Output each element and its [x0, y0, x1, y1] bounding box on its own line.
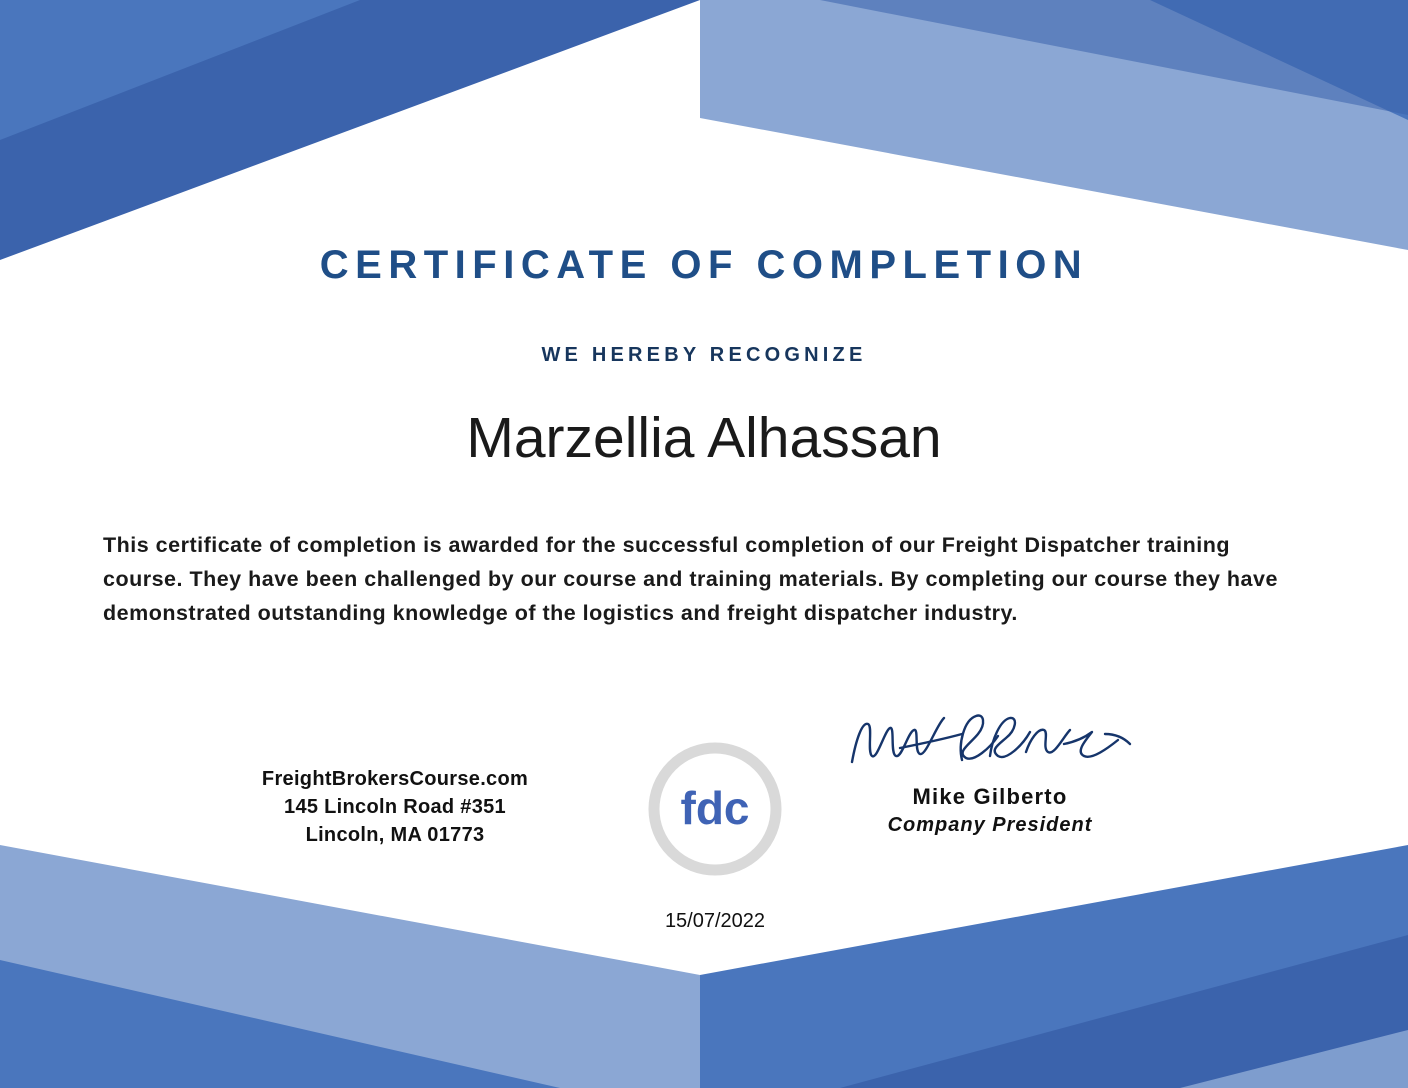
signer-role: Company President — [887, 814, 1093, 836]
signature-icon — [840, 700, 1140, 780]
page-title: CERTIFICATE OF COMPLETION — [319, 243, 1089, 287]
signer-name: Mike Gilberto — [912, 784, 1068, 809]
fdc-logo — [648, 742, 782, 876]
fdc-logo-text: fdc — [680, 782, 750, 834]
issuer-address — [135, 765, 655, 849]
issue-date: 15/07/2022 — [664, 910, 766, 932]
issuer-street: 145 Lincoln Road #351 — [284, 796, 506, 818]
recipient-name: Marzellia Alhassan — [466, 406, 942, 470]
issuer-website: FreightBrokersCourse.com — [261, 768, 529, 790]
fdc-logo-icon — [648, 742, 782, 876]
signature-block — [820, 700, 1160, 837]
recognition-label: WE HEREBY RECOGNIZE — [541, 344, 867, 366]
certificate-body-text: This certificate of completion is awarded for the successful completion of our Freight Dispatcher training course. They have been challenged by our course and training materials. By completing our course they have demonstrated outstanding knowledge of the logistics and freight dispatcher industry. — [103, 533, 1278, 625]
issuer-city-state-zip: Lincoln, MA 01773 — [305, 824, 485, 846]
